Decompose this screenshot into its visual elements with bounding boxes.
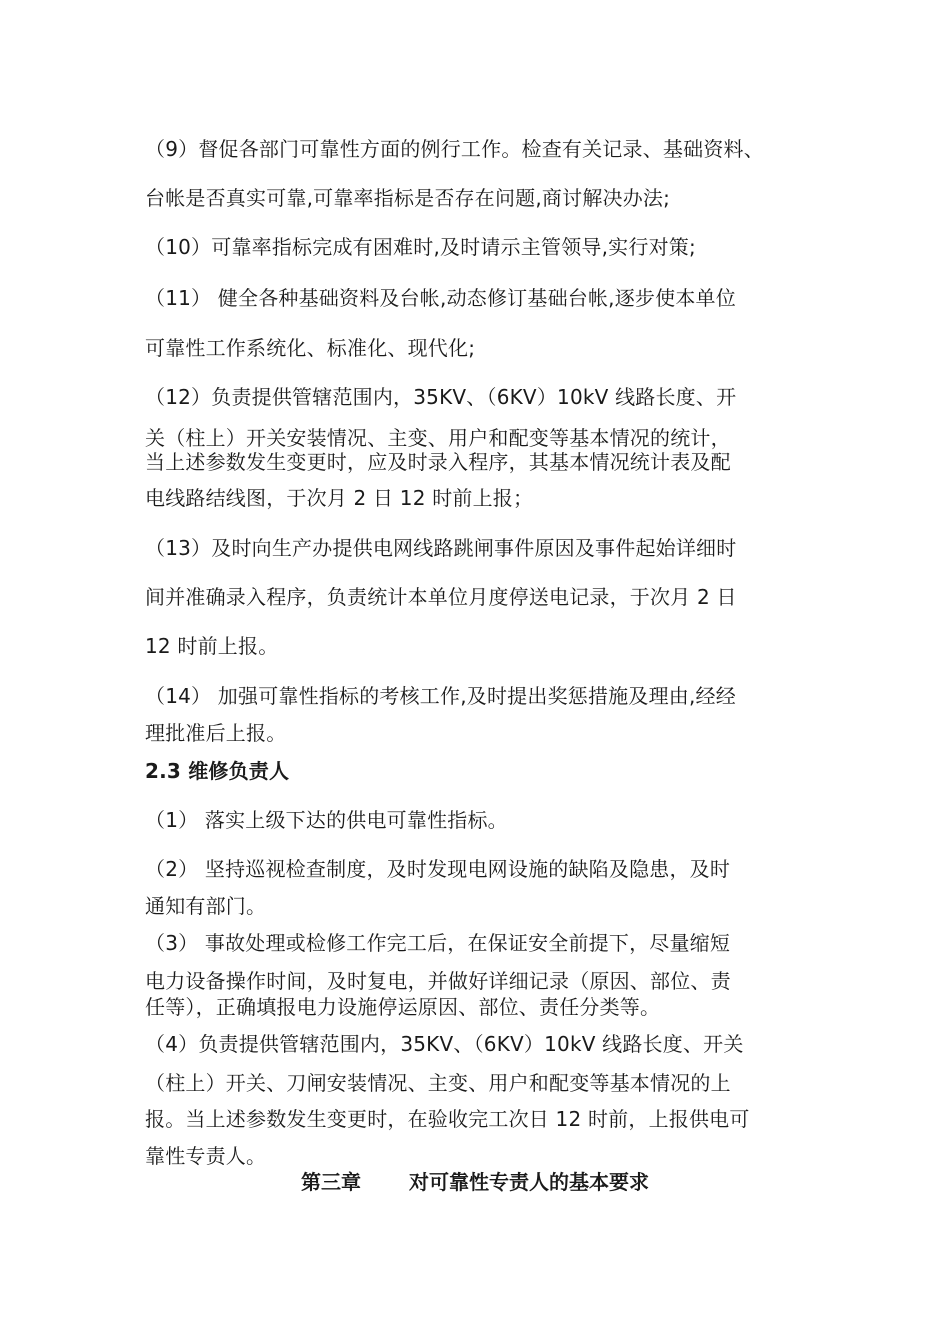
text-line: （1） 落实上级下达的供电可靠性指标。 <box>145 808 508 832</box>
text-line: 理批准后上报。 <box>145 721 287 745</box>
text-line: （3） 事故处理或检修工作完工后，在保证安全前提下，尽量缩短 <box>145 931 731 955</box>
text-line: 当上述参数发生变更时，应及时录入程序，其基本情况统计表及配 <box>145 450 731 474</box>
text-line: （11） 健全各种基础资料及台帐,动态修订基础台帐,逐步使本单位 <box>145 286 736 310</box>
text-line: 关（柱上）开关安装情况、主变、用户和配变等基本情况的统计， <box>145 426 731 450</box>
chapter-number: 第三章 <box>301 1170 361 1194</box>
text-line: 台帐是否真实可靠,可靠率指标是否存在问题,商讨解决办法; <box>145 186 671 210</box>
text-line: 任等），正确填报电力设施停运原因、部位、责任分类等。 <box>145 995 661 1019</box>
text-line: （柱上）开关、刀闸安装情况、主变、用户和配变等基本情况的上 <box>145 1071 731 1095</box>
text-line: 电力设备操作时间，及时复电，并做好详细记录（原因、部位、责 <box>145 969 731 993</box>
text-line: 通知有部门。 <box>145 894 267 918</box>
text-line: 电线路结线图，于次月 2 日 12 时前上报； <box>145 486 534 510</box>
text-line: （12）负责提供管辖范围内，35KV、（6KV）10kV 线路长度、开 <box>145 385 737 409</box>
text-line: 12 时前上报。 <box>145 634 279 658</box>
text-line: （2） 坚持巡视检查制度，及时发现电网设施的缺陷及隐患，及时 <box>145 857 731 881</box>
text-line: （4）负责提供管辖范围内，35KV、（6KV）10kV 线路长度、开关 <box>145 1032 744 1056</box>
chapter-title: 对可靠性专责人的基本要求 <box>409 1170 649 1194</box>
chapter-heading <box>0 1169 950 1195</box>
section-heading: 2.3 维修负责人 <box>145 759 290 783</box>
text-line: 可靠性工作系统化、标准化、现代化; <box>145 336 476 360</box>
text-line: 报。当上述参数发生变更时，在验收完工次日 12 时前，上报供电可 <box>145 1107 750 1131</box>
text-line: （13）及时向生产办提供电网线路跳闸事件原因及事件起始详细时 <box>145 536 737 560</box>
text-line: （14） 加强可靠性指标的考核工作,及时提出奖惩措施及理由,经经 <box>145 684 736 708</box>
text-line: 间并准确录入程序，负责统计本单位月度停送电记录，于次月 2 日 <box>145 585 737 609</box>
text-line: （9）督促各部门可靠性方面的例行工作。检查有关记录、基础资料、 <box>145 137 764 161</box>
text-line: 靠性专责人。 <box>145 1144 267 1168</box>
text-line: （10）可靠率指标完成有困难时,及时请示主管领导,实行对策; <box>145 235 696 259</box>
